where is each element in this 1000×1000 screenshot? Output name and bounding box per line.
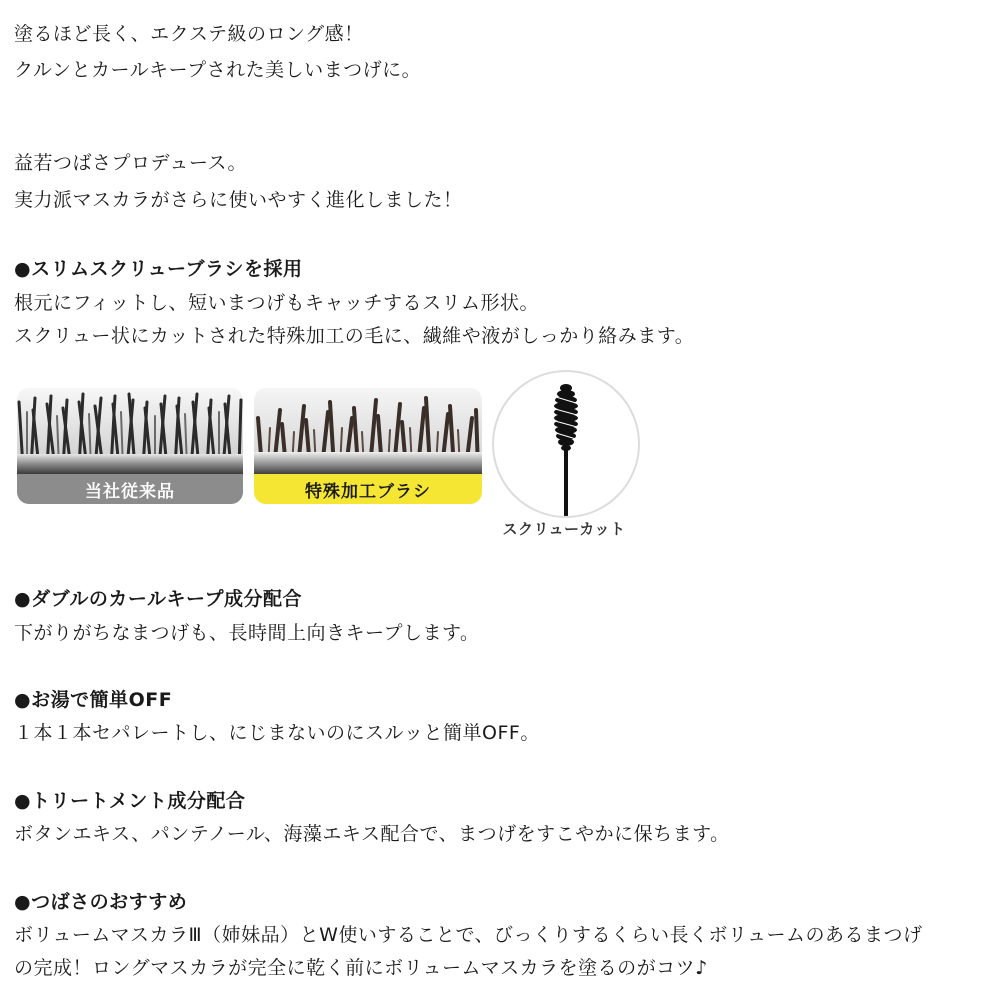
treatment-line-1: ボタンエキス、パンテノール、海藻エキス配合で、まつげをすこやかに保ちます。 [14,823,730,845]
curl-line-1: 下がりがちなまつげも、長時間上向きキープします。 [14,622,480,644]
conventional-brush-label: 当社従来品 [17,474,243,504]
produce-line-2: 実力派マスカラがさらに使いやすく進化しました！ [14,189,463,211]
brush-heading: ●スリムスクリューブラシを採用 [14,258,303,280]
curl-heading: ●ダブルのカールキープ成分配合 [14,588,302,610]
produce-line-1: 益若つばさプロデュース。 [14,152,248,174]
conventional-brush-bristles-icon [17,388,243,474]
intro-line-2: クルンとカールキープされた美しいまつげに。 [14,59,422,81]
special-brush-bristles-icon [254,388,482,474]
off-heading: ●お湯で簡単OFF [14,689,173,711]
recommend-line-1: ボリュームマスカラⅢ（姉妹品）とW使いすることで、びっくりするくらい長くボリュームのあるまつげ [14,924,923,946]
off-line-1: １本１本セパレートし、にじまないのにスルッと簡単OFF。 [14,722,540,744]
recommend-heading: ●つばさのおすすめ [14,891,188,913]
screw-cut-label: スクリューカット [502,520,626,538]
brush-line-2: スクリュー状にカットされた特殊加工の毛に、繊維や液がしっかり絡みます。 [14,325,695,347]
special-brush-image [254,388,482,504]
treatment-heading: ●トリートメント成分配合 [14,790,246,812]
special-brush-label: 特殊加工ブラシ [254,474,482,504]
recommend-line-2: の完成！ロングマスカラが完全に乾く前にボリュームマスカラを塗るのがコツ♪ [14,957,708,979]
screw-cut-brush-image [492,370,640,518]
intro-line-1: 塗るほど長く、エクステ級のロング感！ [14,23,364,45]
brush-line-1: 根元にフィットし、短いまつげもキャッチするスリム形状。 [14,292,539,314]
conventional-brush-image [17,388,243,504]
mascara-wand-icon [494,372,638,516]
